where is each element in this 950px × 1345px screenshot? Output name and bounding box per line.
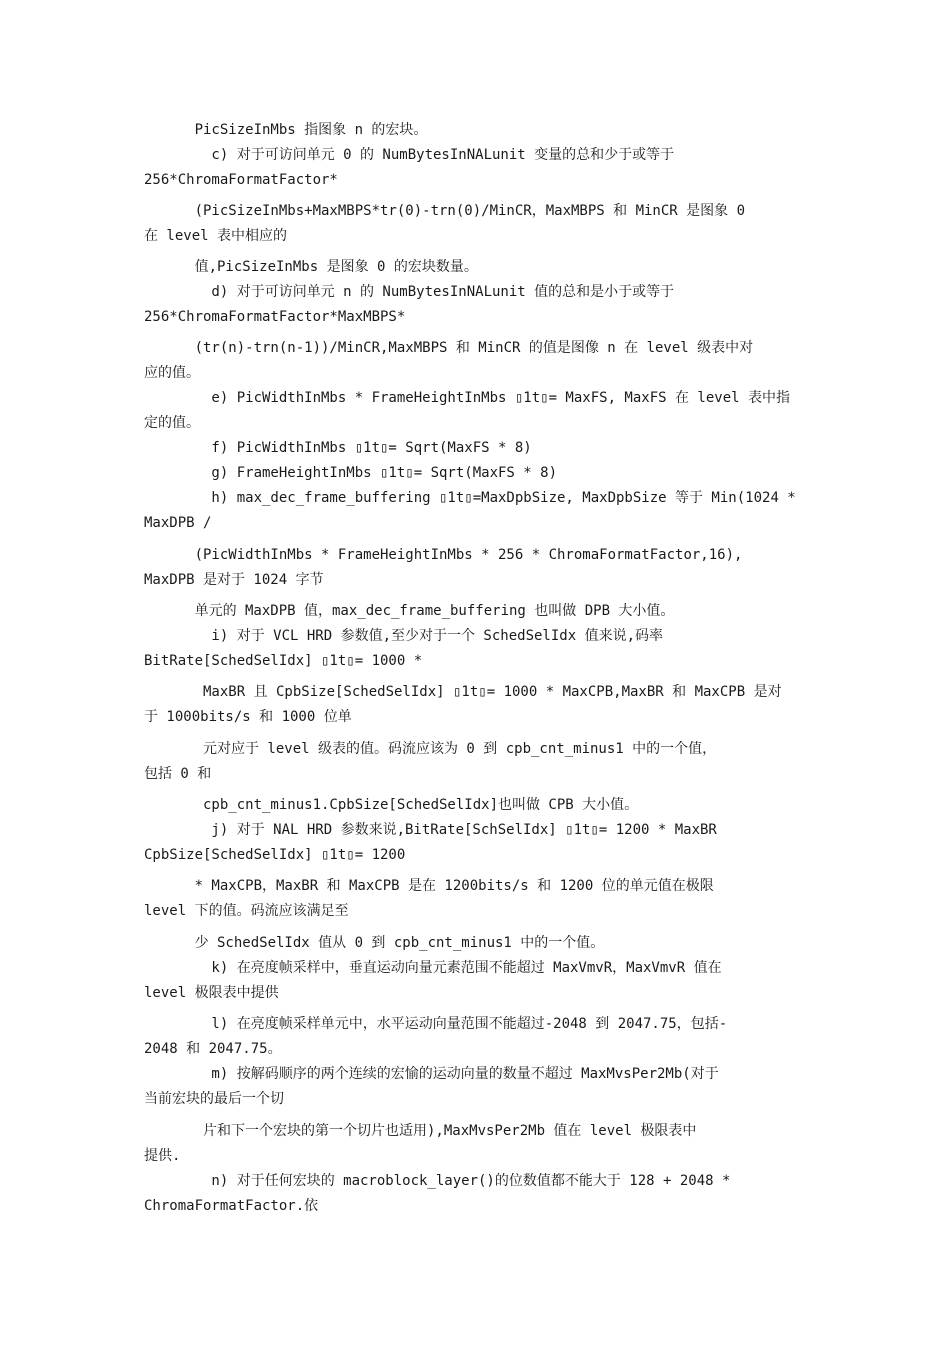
text-line: n) 对于任何宏块的 macroblock_layer()的位数值都不能大于 128 + 2048 * [144, 1173, 731, 1189]
paragraph-c-cont2 [144, 255, 810, 280]
paragraph-m-cont [144, 1119, 810, 1169]
text-line: (tr(n)-trn(n-1))/MinCR,MaxMBPS 和 MinCR 的值是图像 n 在 level 级表中对 [144, 340, 754, 356]
paragraph-f [144, 436, 810, 461]
text-line: h) max_dec_frame_buffering ▯1t▯=MaxDpbSize, MaxDpbSize 等于 Min(1024 * [144, 490, 796, 506]
paragraph-c-cont1 [144, 199, 810, 249]
paragraph-j-cont2 [144, 931, 810, 956]
text-line: MaxDPB / [144, 515, 212, 531]
text-line: ChromaFormatFactor.依 [144, 1198, 319, 1214]
text-line: e) PicWidthInMbs * FrameHeightInMbs ▯1t▯= MaxFS, MaxFS 在 level 表中指 [144, 390, 791, 406]
text-line: 于 1000bits/s 和 1000 位单 [144, 709, 352, 725]
text-line: 提供. [144, 1148, 181, 1164]
paragraph-h [144, 486, 810, 536]
paragraph-k [144, 956, 810, 1006]
text-line: * MaxCPB，MaxBR 和 MaxCPB 是在 1200bits/s 和 1200 位的单元值在极限 [144, 878, 714, 894]
text-line: 应的值。 [144, 365, 200, 381]
paragraph-i-cont1 [144, 680, 810, 730]
text-line: cpb_cnt_minus1.CpbSize[SchedSelIdx]也叫做 CPB 大小值。 [144, 797, 639, 813]
paragraph-c [144, 143, 810, 193]
text-line: level 极限表中提供 [144, 985, 279, 1001]
text-line: CpbSize[SchedSelIdx] ▯1t▯= 1200 [144, 847, 406, 863]
text-line: g) FrameHeightInMbs ▯1t▯= Sqrt(MaxFS * 8) [144, 465, 558, 481]
text-line: 256*ChromaFormatFactor* [144, 172, 338, 188]
paragraph-g [144, 461, 810, 486]
text-line: PicSizeInMbs 指图象 n 的宏块。 [144, 122, 428, 138]
paragraph-n [144, 1169, 810, 1219]
text-line: i) 对于 VCL HRD 参数值,至少对于一个 SchedSelIdx 值来说,码率 [144, 628, 664, 644]
text-line: d) 对于可访问单元 n 的 NumBytesInNALunit 值的总和是小于或等于 [144, 284, 675, 300]
paragraph-j [144, 818, 810, 868]
text-line: 包括 0 和 [144, 766, 212, 782]
paragraph-i-cont3 [144, 793, 810, 818]
text-line: 定的值。 [144, 415, 200, 431]
paragraph-i [144, 624, 810, 674]
paragraph-e [144, 386, 810, 436]
paragraph-picsize [144, 118, 810, 143]
text-line: 元对应于 level 级表的值。码流应该为 0 到 cpb_cnt_minus1 中的一个值， [144, 741, 717, 757]
text-line: f) PicWidthInMbs ▯1t▯= Sqrt(MaxFS * 8) [144, 440, 532, 456]
text-line: 片和下一个宏块的第一个切片也适用),MaxMvsPer2Mb 值在 level 极限表中 [144, 1123, 697, 1139]
paragraph-h-cont2 [144, 599, 810, 624]
text-line: (PicSizeInMbs+MaxMBPS*tr(0)-trn(0)/MinCR，MaxMBPS 和 MinCR 是图象 0 [144, 203, 746, 219]
paragraph-i-cont2 [144, 737, 810, 787]
text-line: 当前宏块的最后一个切 [144, 1091, 284, 1107]
text-line: BitRate[SchedSelIdx] ▯1t▯= 1000 * [144, 653, 423, 669]
paragraph-d-cont [144, 336, 810, 386]
text-line: k) 在亮度帧采样中，垂直运动向量元素范围不能超过 MaxVmvR，MaxVmvR 值在 [144, 960, 722, 976]
text-line: MaxBR 且 CpbSize[SchedSelIdx] ▯1t▯= 1000 * MaxCPB,MaxBR 和 MaxCPB 是对 [144, 684, 782, 700]
paragraph-d [144, 280, 810, 330]
text-line: 2048 和 2047.75。 [144, 1041, 282, 1057]
text-line: c) 对于可访问单元 0 的 NumBytesInNALunit 变量的总和少于或等于 [144, 147, 675, 163]
text-line: j) 对于 NAL HRD 参数来说,BitRate[SchSelIdx] ▯1t▯= 1200 * MaxBR [144, 822, 717, 838]
text-line: l) 在亮度帧采样单元中，水平运动向量范围不能超过-2048 到 2047.75，包括- [144, 1016, 728, 1032]
text-line: 值,PicSizeInMbs 是图象 0 的宏块数量。 [144, 259, 478, 275]
text-line: 单元的 MaxDPB 值，max_dec_frame_buffering 也叫做 DPB 大小值。 [144, 603, 675, 619]
text-line: 256*ChromaFormatFactor*MaxMBPS* [144, 309, 406, 325]
paragraph-j-cont1 [144, 874, 810, 924]
paragraph-h-cont1 [144, 543, 810, 593]
text-line: (PicWidthInMbs * FrameHeightInMbs * 256 * ChromaFormatFactor,16), [144, 547, 743, 563]
text-line: level 下的值。码流应该满足至 [144, 903, 349, 919]
text-line: 少 SchedSelIdx 值从 0 到 cpb_cnt_minus1 中的一个值。 [144, 935, 605, 951]
text-line: 在 level 表中相应的 [144, 228, 288, 244]
paragraph-m [144, 1062, 810, 1112]
paragraph-l [144, 1012, 810, 1062]
text-line: m) 按解码顺序的两个连续的宏愉的运动向量的数量不超过 MaxMvsPer2Mb(对于 [144, 1066, 719, 1082]
text-line: MaxDPB 是对于 1024 字节 [144, 572, 324, 588]
